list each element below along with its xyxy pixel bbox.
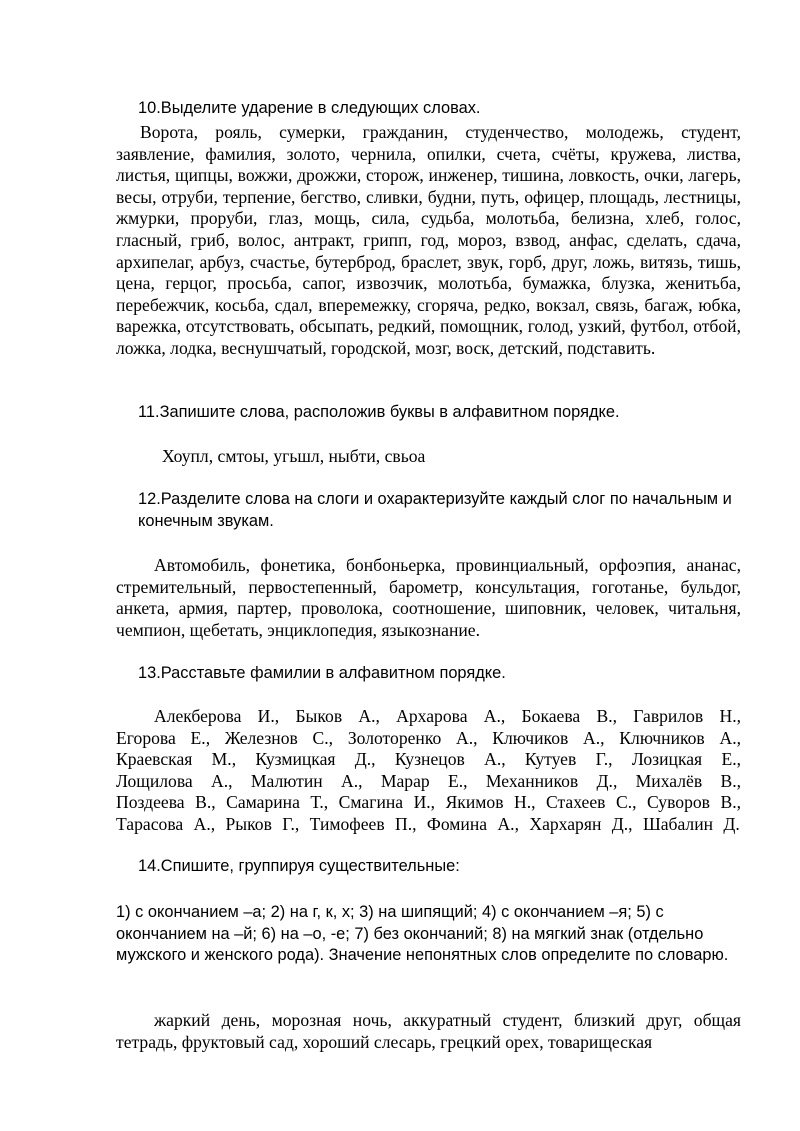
- task-11-number: 11.: [138, 403, 160, 421]
- task-11-heading-text: Запишите слова, расположив буквы в алфавитном порядке.: [159, 403, 620, 421]
- task-14-heading-text: Спишите, группируя существительные:: [160, 857, 460, 875]
- task-14-heading: [138, 856, 460, 878]
- task-13-number: 13.: [138, 664, 161, 682]
- task-14-word-list: жаркий день, морозная ночь, аккуратный студент, близкий друг, общая тетрадь, фруктовый сад, хороший слесарь, грецкий орех, товарищеская: [116, 1010, 741, 1052]
- task-10-number: 10.: [138, 99, 161, 117]
- task-12-number: 12.: [138, 490, 161, 508]
- task-13-heading: [138, 663, 506, 685]
- task-13-surname-list: Алекберова И., Быков А., Архарова А., Бокаева В., Гаврилов Н., Егорова Е., Железнов С., Золоторенко А., Ключиков А., Ключников А., Краевская М., Кузмицкая Д., Кузнецов А., Кутуев Г., Лозицкая Е., Лощилова А., Малютин А., Марар Е., Механников Д., Михалёв В., Поздеева В., Самарина Т., Смагина И., Якимов Н., Стахеев С., Суворов В., Тарасова А., Рыков Г., Тимофеев П., Фомина А., Хархарян Д., Шабалин Д.: [116, 706, 741, 834]
- task-10-heading-text: Выделите ударение в следующих словах.: [160, 99, 481, 117]
- task-11-words: Хоупл, смтоы, угьшл, ныбти, свьоа: [162, 446, 426, 466]
- task-13-heading-text: Расставьте фамилии в алфавитном порядке.: [160, 664, 506, 682]
- task-12-word-list: Автомобиль, фонетика, бонбоньерка, провинциальный, орфоэпия, ананас, стремительный, первостепенный, барометр, консультация, гоготанье, бульдог, анкета, армия, партер, проволока, соотношение, шиповник, человек, читальня, чемпион, щебетать, энциклопедия, языкознание.: [116, 555, 741, 640]
- task-10-heading: [138, 98, 480, 120]
- task-10-word-list: Ворота, рояль, сумерки, гражданин, студенчество, молодежь, студент, заявление, фамилия, золото, чернила, опилки, счета, счёты, кружева, листва, листья, щипцы, вожжи, дрожжи, сторож, инженер, тишина, ловкость, очки, лагерь, весы, отруби, терпение, бегство, сливки, будни, путь, офицер, площадь, лестницы, жмурки, проруби, глаз, мощь, сила, судьба, молотьба, белизна, хлеб, голос, гласный, гриб, волос, антракт, грипп, год, мороз, взвод, анфас, сделать, сдача, архипелаг, арбуз, счастье, бутерброд, браслет, звук, горб, друг, ложь, витязь, тишь, цена, герцог, просьба, сапог, извозчик, молотьба, бумажка, блузка, женитьба, перебежчик, косьба, сдал, вперемежку, сгоряча, редко, вокзал, связь, багаж, юбка, варежка, отсутствовать, обсыпать, редкий, помощник, голод, узкий, футбол, отбой, ложка, лодка, веснушчатый, городской, мозг, воск, детский, подставить.: [116, 122, 741, 358]
- task-12-heading: [138, 489, 741, 532]
- task-14-number: 14.: [138, 857, 161, 875]
- task-12-heading-text: Разделите слова на слоги и охарактеризуйте каждый слог по начальным и конечным звукам.: [138, 490, 732, 530]
- task-14-instructions: 1) с окончанием –а; 2) на г, к, х; 3) на шипящий; 4) с окончанием –я; 5) с окончанием на –й; 6) на –о, -е; 7) без окончаний; 8) на мягкий знак (отдельно мужского и женского рода). Значение непонятных слов определите по словарю.: [116, 903, 729, 964]
- task-11-heading: [138, 402, 620, 424]
